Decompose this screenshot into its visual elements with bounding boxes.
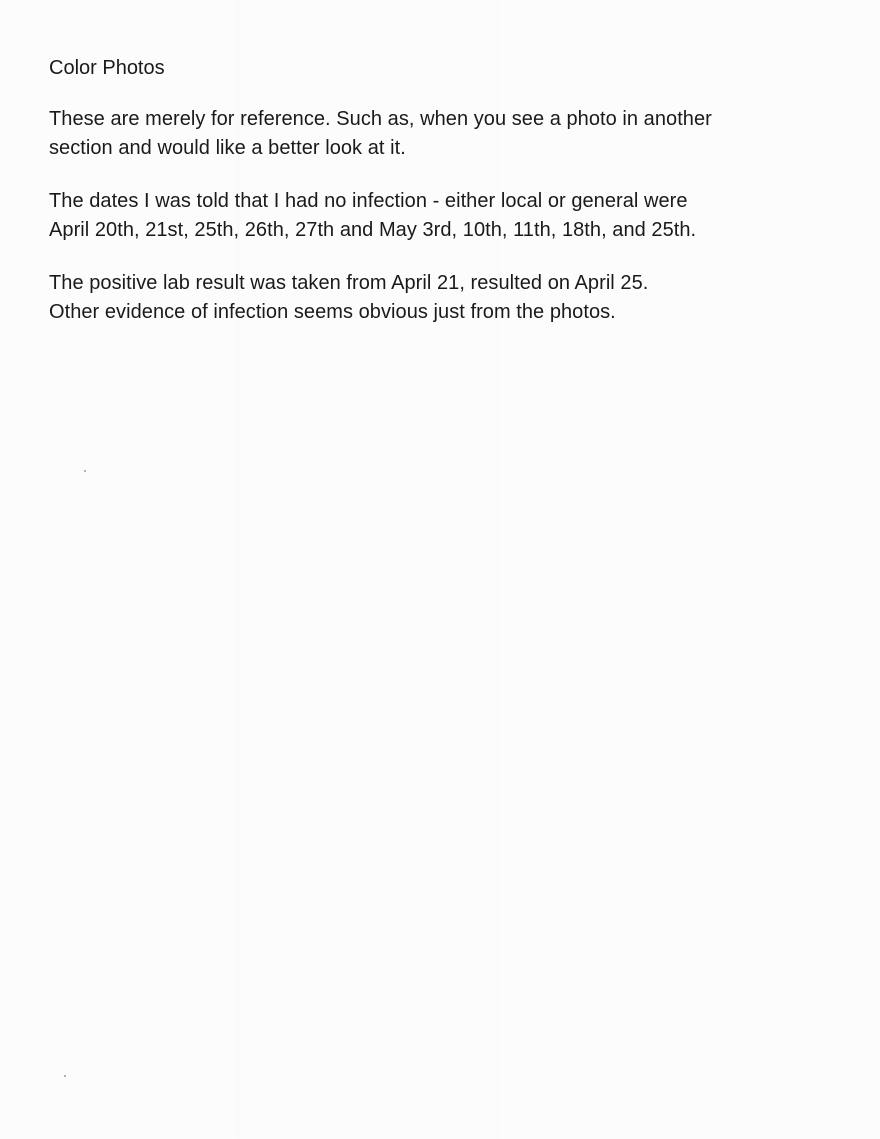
paragraph-reference-note (49, 105, 849, 163)
paragraph-lab-result (49, 269, 849, 327)
document-heading: Color Photos (49, 57, 165, 79)
paragraph-no-infection-dates (49, 187, 849, 245)
paragraph-line: The dates I was told that I had no infection - either local or general were (49, 190, 688, 212)
scan-speck (84, 470, 86, 472)
paragraph-line: section and would like a better look at it. (49, 137, 406, 159)
paragraph-line: Other evidence of infection seems obvious just from the photos. (49, 301, 616, 323)
scan-speck (64, 1075, 66, 1077)
document-body (49, 54, 849, 351)
paragraph-line: The positive lab result was taken from April 21, resulted on April 25. (49, 272, 649, 294)
paragraph-line: These are merely for reference. Such as, when you see a photo in another (49, 108, 712, 130)
paragraph-line: April 20th, 21st, 25th, 26th, 27th and May 3rd, 10th, 11th, 18th, and 25th. (49, 219, 697, 241)
